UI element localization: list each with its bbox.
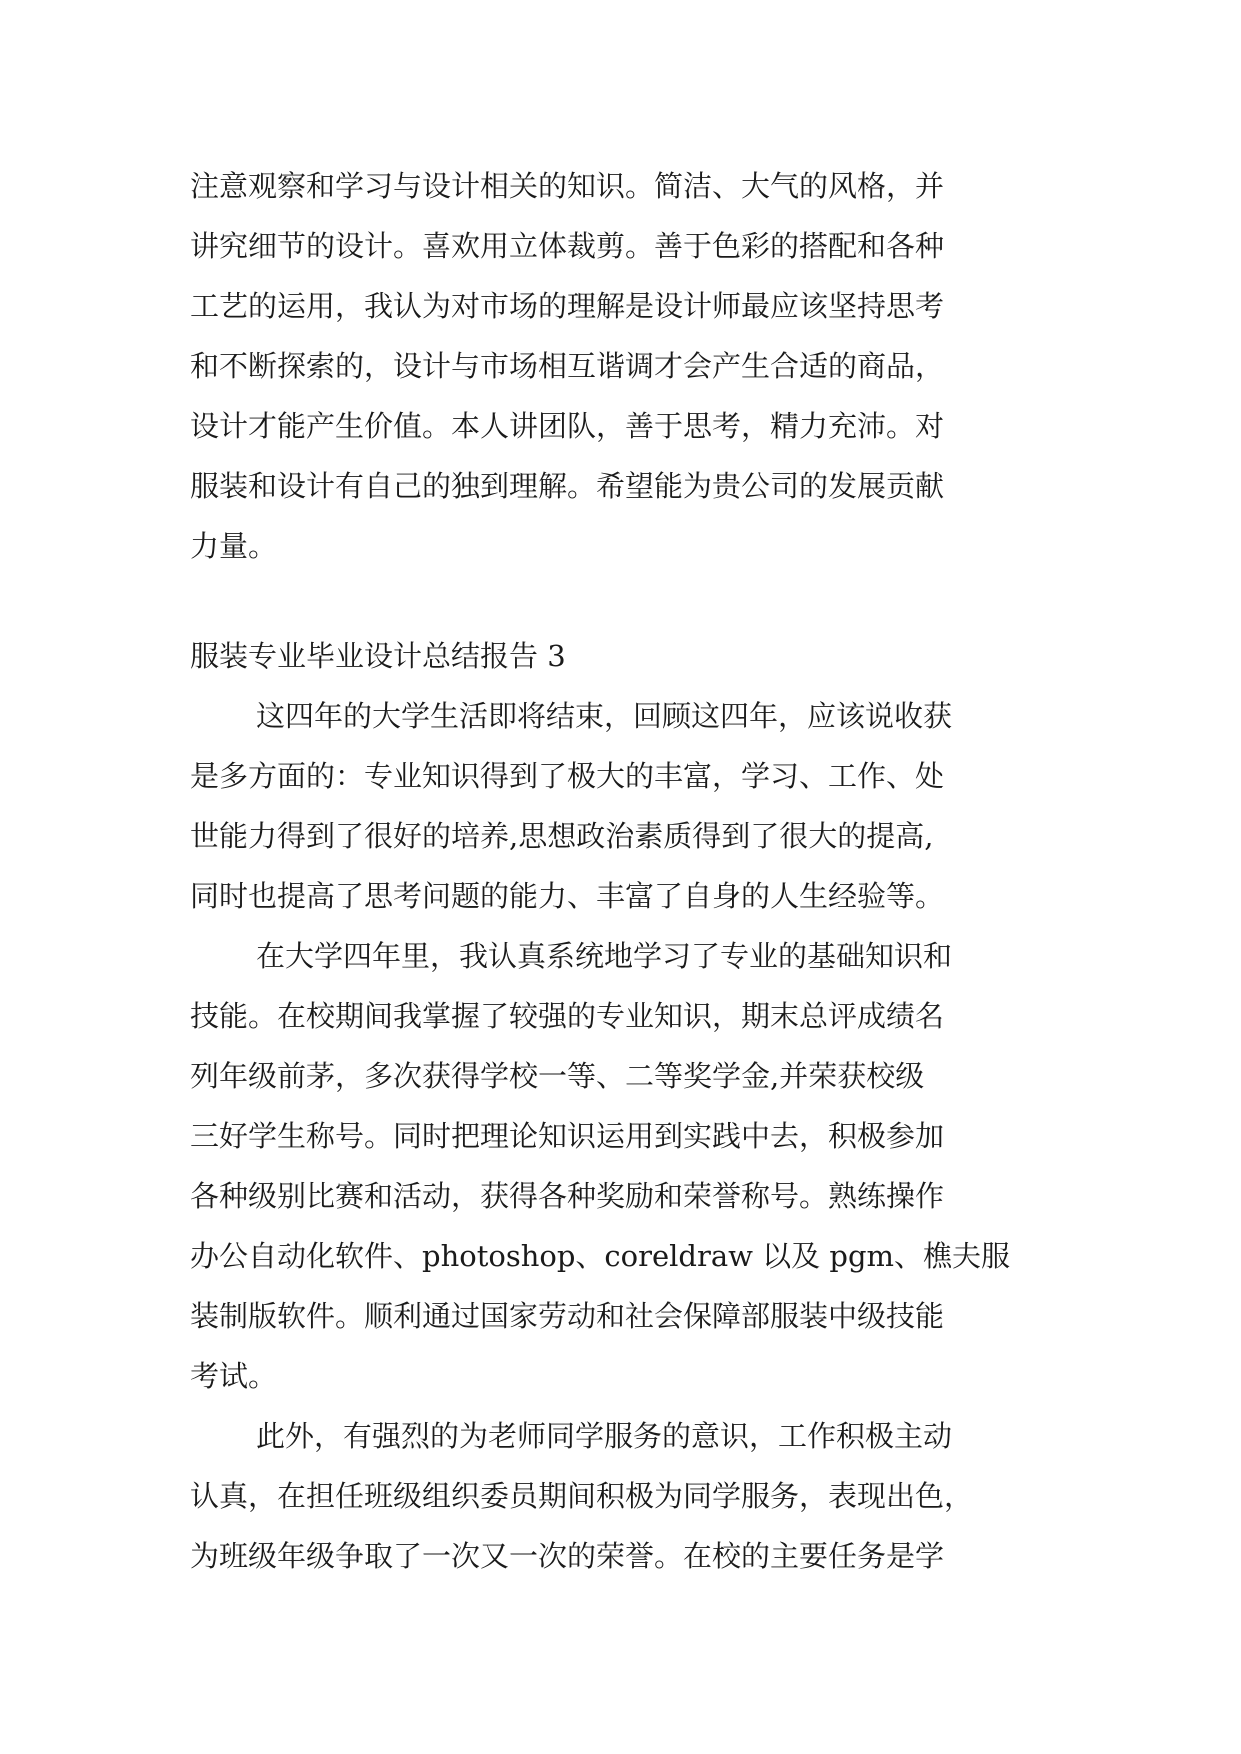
text-line: 列年级前茅，多次获得学校一等、二等奖学金,并荣获校级 [190, 1059, 925, 1093]
text-line: 技能。在校期间我掌握了较强的专业知识，期末总评成绩名 [190, 999, 945, 1033]
text-line: 服装和设计有自己的独到理解。希望能为贵公司的发展贡献 [190, 469, 945, 503]
text-line: 办公自动化软件、photoshop、coreldraw 以及 pgm、樵夫服 [190, 1239, 1011, 1273]
text-line: 考试。 [190, 1359, 278, 1393]
text-line: 世能力得到了很好的培养,思想政治素质得到了很大的提高, [190, 819, 934, 853]
text-line: 设计才能产生价值。本人讲团队，善于思考，精力充沛。对 [190, 409, 945, 443]
text-line: 认真，在担任班级组织委员期间积极为同学服务，表现出色， [190, 1479, 974, 1513]
text-line: 注意观察和学习与设计相关的知识。简洁、大气的风格，并 [190, 169, 945, 203]
text-line: 同时也提高了思考问题的能力、丰富了自身的人生经验等。 [190, 879, 945, 913]
text-line: 装制版软件。顺利通过国家劳动和社会保障部服装中级技能 [190, 1299, 945, 1333]
text-line: 三好学生称号。同时把理论知识运用到实践中去，积极参加 [190, 1119, 945, 1153]
text-line: 力量。 [190, 529, 278, 563]
text-line: 此外，有强烈的为老师同学服务的意识，工作积极主动 [256, 1419, 953, 1453]
section-heading: 服装专业毕业设计总结报告 3 [190, 639, 566, 673]
text-line: 为班级年级争取了一次又一次的荣誉。在校的主要任务是学 [190, 1539, 945, 1573]
text-line: 这四年的大学生活即将结束，回顾这四年，应该说收获 [256, 699, 953, 733]
text-line: 工艺的运用，我认为对市场的理解是设计师最应该坚持思考 [190, 289, 945, 323]
text-line: 讲究细节的设计。喜欢用立体裁剪。善于色彩的搭配和各种 [190, 229, 945, 263]
text-line: 各种级别比赛和活动，获得各种奖励和荣誉称号。熟练操作 [190, 1179, 945, 1213]
text-line: 和不断探索的，设计与市场相互谐调才会产生合适的商品， [190, 349, 945, 383]
text-line: 在大学四年里，我认真系统地学习了专业的基础知识和 [256, 939, 953, 973]
text-line: 是多方面的：专业知识得到了极大的丰富，学习、工作、处 [190, 759, 945, 793]
